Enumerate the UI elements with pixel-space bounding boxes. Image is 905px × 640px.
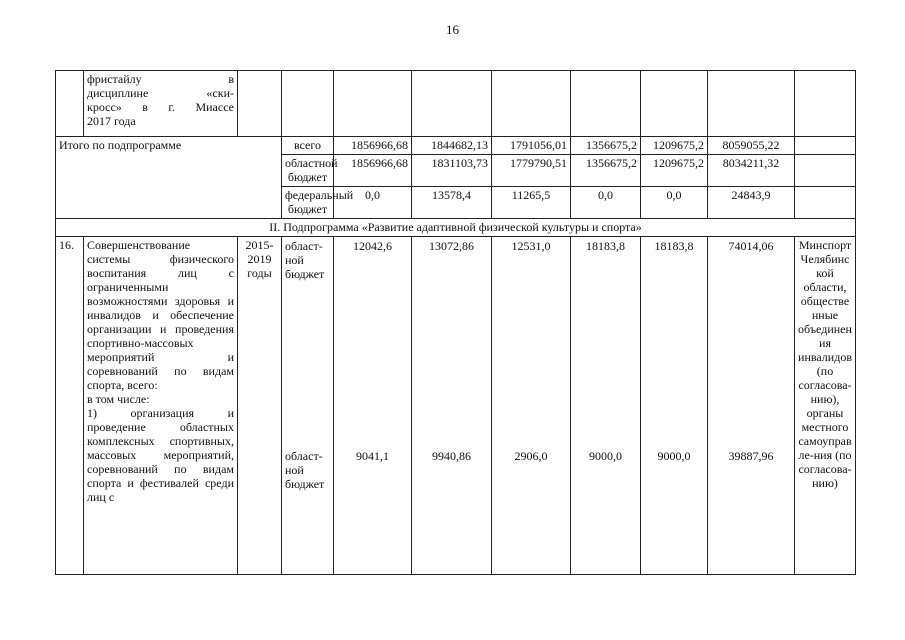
totals-value: 11265,5 [492, 187, 571, 219]
totals-value: 8034211,32 [708, 155, 795, 187]
row-value-1: 12531,0 [511, 239, 551, 253]
row-description [84, 237, 238, 575]
totals-value: 0,0 [571, 187, 641, 219]
totals-label: Итого по подпрограмме [56, 137, 282, 219]
totals-value: 24843,9 [708, 187, 795, 219]
totals-value: 1856966,68 [334, 155, 412, 187]
row-value-1: 74014,06 [728, 239, 774, 253]
row-executor: Минспорт Челябинской области, общественные объединения инвалидов (по согласова-нию), органы местного самоуправле-ния (по согласова-нию) [795, 237, 856, 575]
totals-value: 1831103,73 [412, 155, 492, 187]
totals-value: 1356675,2 [571, 155, 641, 187]
row-description-sub1: 1) организация и проведение областных комплексных спортивных, массовых мероприятий, соревнований по видам спорта и фестивалей среди лиц с [87, 406, 234, 504]
cell-empty [56, 71, 84, 137]
totals-value: 1209675,2 [641, 155, 708, 187]
row-value-1: 13072,86 [429, 239, 474, 253]
row-value-2: 9000,0 [657, 449, 691, 463]
page-number: 16 [446, 22, 459, 37]
cont-description: фристайлу в дисциплине «ски- кросс» в г. Миассе 2017 года [84, 71, 238, 137]
row-years: 2015-2019 годы [238, 237, 282, 575]
totals-value: 1209675,2 [641, 137, 708, 155]
row-values-col [708, 237, 795, 575]
totals-value: 1844682,13 [412, 137, 492, 155]
row-value-1: 12042,6 [353, 239, 392, 253]
section-title: II. Подпрограмма «Развитие адаптивной физической культуры и спорта» [56, 219, 856, 237]
row-values-col [492, 237, 571, 575]
table-row [56, 237, 856, 575]
totals-value: 1856966,68 [334, 137, 412, 155]
totals-value: 8059055,22 [708, 137, 795, 155]
row-source-2: област-ной бюджет [285, 449, 325, 491]
totals-value: 0,0 [641, 187, 708, 219]
section-row [56, 219, 856, 237]
totals-source: областной бюджет [282, 155, 334, 187]
row-values-col [571, 237, 641, 575]
row-value-2: 9000,0 [589, 449, 622, 463]
table-row [56, 71, 856, 137]
totals-source: всего [282, 137, 334, 155]
row-value-2: 9041,1 [356, 449, 389, 463]
row-value-2: 9940,86 [432, 449, 471, 463]
totals-value: 13578,4 [412, 187, 492, 219]
totals-value: 1791056,01 [492, 137, 571, 155]
row-number: 16. [56, 237, 84, 575]
row-values-col [641, 237, 708, 575]
row-sources [282, 237, 334, 575]
row-value-2: 2906,0 [514, 449, 548, 463]
totals-value: 1356675,2 [571, 137, 641, 155]
row-values-col [334, 237, 412, 575]
row-description-subtitle: в том числе: [87, 392, 150, 406]
row-value-2: 39887,96 [728, 449, 774, 463]
budget-table [55, 70, 856, 575]
row-source-1: област-ной бюджет [285, 239, 325, 281]
row-value-1: 18183,8 [586, 239, 625, 253]
totals-source: федеральный бюджет [282, 187, 334, 219]
totals-row-total [56, 137, 856, 155]
row-description-main: Совершенствование системы физического воспитания лиц с ограниченными возможностями здоровья и инвалидов и обеспечение организации и проведения спортивно-массовых мероприятий и соревнований по видам спорта, всего: [87, 238, 234, 392]
totals-value: 0,0 [334, 187, 412, 219]
row-value-1: 18183,8 [654, 239, 694, 253]
row-values-col [412, 237, 492, 575]
totals-value: 1779790,51 [492, 155, 571, 187]
